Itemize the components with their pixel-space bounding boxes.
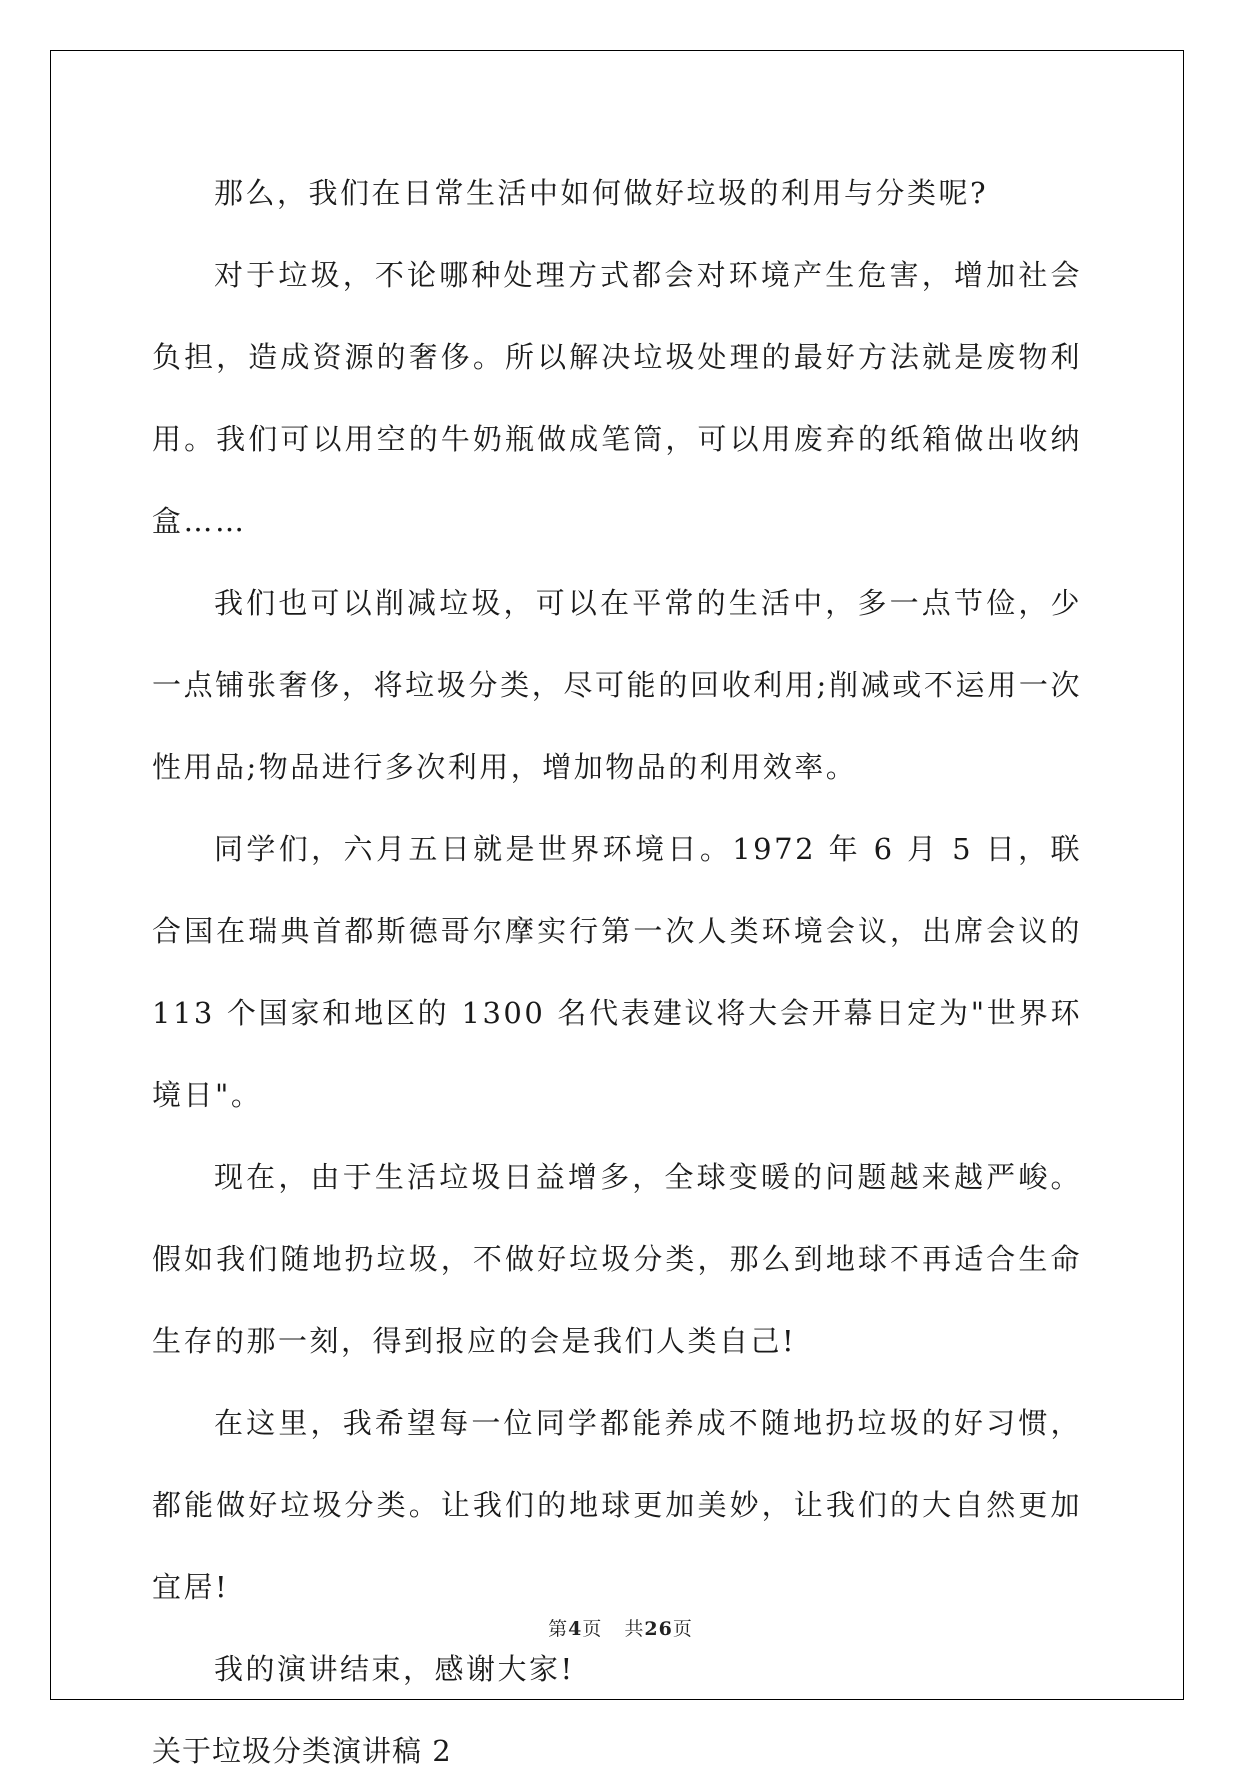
- section-heading: 关于垃圾分类演讲稿 2: [152, 1734, 452, 1768]
- paragraph-1: 那么，我们在日常生活中如何做好垃圾的利用与分类呢?: [214, 176, 989, 210]
- paragraph-2: 对于垃圾，不论哪种处理方式都会对环境产生危害，增加社会负担，造成资源的奢侈。所以解决垃圾处理的最好方法就是废物利用。我们可以用空的牛奶瓶做成笔筒，可以用废弃的纸箱做出收纳盒……: [152, 258, 1082, 538]
- page-number: 4: [568, 1618, 583, 1640]
- page-footer: [0, 1614, 1241, 1641]
- total-pages: 26: [644, 1618, 673, 1640]
- document-body: [152, 152, 1082, 1792]
- total-suffix: 页: [672, 1618, 693, 1640]
- paragraph-5: 现在，由于生活垃圾日益增多，全球变暖的问题越来越严峻。假如我们随地扔垃圾，不做好垃圾分类，那么到地球不再适合生命生存的那一刻，得到报应的会是我们人类自己!: [152, 1160, 1082, 1358]
- total-prefix: 共: [624, 1618, 645, 1640]
- page-suffix: 页: [582, 1618, 603, 1640]
- paragraph-6: 在这里，我希望每一位同学都能养成不随地扔垃圾的好习惯，都能做好垃圾分类。让我们的地球更加美妙，让我们的大自然更加宜居!: [152, 1406, 1082, 1604]
- paragraph-4: 同学们，六月五日就是世界环境日。1972 年 6 月 5 日，联合国在瑞典首都斯德哥尔摩实行第一次人类环境会议，出席会议的 113 个国家和地区的 1300 名代表建议将大会开幕日定为"世界环境日"。: [152, 832, 1082, 1112]
- page-prefix: 第: [548, 1618, 569, 1640]
- paragraph-7: 我的演讲结束，感谢大家!: [214, 1652, 575, 1686]
- paragraph-3: 我们也可以削减垃圾，可以在平常的生活中，多一点节俭，少一点铺张奢侈，将垃圾分类，尽可能的回收利用;削减或不运用一次性用品;物品进行多次利用，增加物品的利用效率。: [152, 586, 1082, 784]
